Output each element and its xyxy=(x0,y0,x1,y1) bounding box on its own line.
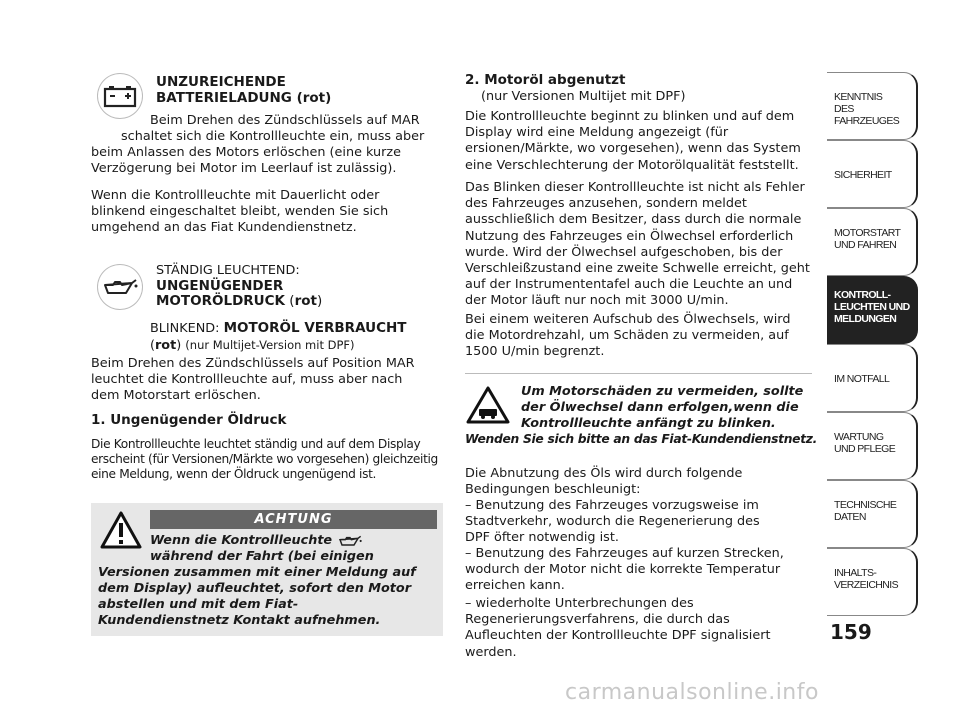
note-text xyxy=(521,384,811,432)
tab-wartung[interactable] xyxy=(827,412,918,480)
tab-sicherheit[interactable] xyxy=(827,140,918,208)
oil-steady-block xyxy=(156,263,322,310)
oil-blink-title: MOTORÖL VERBRAUCHT xyxy=(223,320,407,336)
achtung-label: ACHTUNG xyxy=(150,510,437,529)
heading-2-note: (nur Versionen Multijet mit DPF) xyxy=(481,89,686,104)
tab-technische-daten-label: TECHNISCHE DATEN xyxy=(834,499,897,523)
right-para2: Das Blinken dieser Kontrollleuchte ist nicht als Fehler des Fahrzeuges anzusehen, sondern meldet ausschließlich dem Besitzer, dass durch die normale Nutzung des Fahrzeuges ein Ölwechsel erforderlich wurde. Wird der Ölwechsel aufgeschoben, bis der Verschleißzustand eine zweite Schwelle erreicht, geht auf der Instrumententafel auch die Leuchte an und der Motor läuft nur noch mit 3000 U/min. xyxy=(465,180,810,309)
note-line4: Wenden Sie sich bitte an das Fiat-Kundendienstnetz. xyxy=(465,432,817,446)
tab-kenntnis[interactable] xyxy=(827,72,918,140)
achtung-line1-row xyxy=(150,533,440,549)
tab-wartung-label: WARTUNG UND PFLEGE xyxy=(834,431,896,455)
oil-steady-label: STÄNDIG LEUCHTEND: xyxy=(156,263,300,278)
achtung-text-rest: Versionen zusammen mit einer Meldung auf dem Display) aufleuchtet, sofort den Motor abstellen und mit dem Fiat-Kundendienstnetz Kontakt aufnehmen. xyxy=(98,565,416,628)
watermark: carmanualsonline.info xyxy=(565,680,819,705)
right-para3: Bei einem weiteren Aufschub des Ölwechsels, wird die Motordrehzahl, um Schäden zu vermeiden, auf 1500 U/min begrenzt. xyxy=(465,312,791,360)
right-para1: Die Kontrollleuchte beginnt zu blinken und auf dem Display wird eine Meldung angezeigt (für ersionen/Märkte, wo vorgesehen), wenn das System eine Verschlechterung der Motorölqualität feststellt. xyxy=(465,109,801,173)
battery-para1-rest: schaltet sich die Kontrollleuchte ein, muss aber beim Anlassen des Motors erlöschen (eine kurze Verzögerung bei Motor im Leerlauf ist zulässig). xyxy=(91,129,425,177)
right-para4: Die Abnutzung des Öls wird durch folgende Bedingungen beschleunigt: xyxy=(465,466,743,498)
note-line2: der Ölwechsel dann erfolgen,wenn die xyxy=(521,400,799,415)
oil-steady-title2: MOTORÖLDRUCK xyxy=(156,293,286,309)
battery-title-line2: BATTERIELADUNG (rot) xyxy=(156,90,332,106)
battery-warning-icon xyxy=(98,74,142,118)
right-bullet1: – Benutzung des Fahrzeuges vorzugsweise im Stadtverkehr, wodurch die Regenerierung des DPF öfter notwendig ist. xyxy=(465,498,760,546)
note-triangle-icon xyxy=(465,385,511,429)
tab-kontrollleuchten-label: KONTROLL- LEUCHTEN UND MELDUNGEN xyxy=(834,289,910,325)
oil-blink-color: rot xyxy=(155,338,177,353)
battery-title-line1: UNZUREICHENDE xyxy=(156,74,286,90)
oil-blink-label: BLINKEND: xyxy=(150,321,220,336)
separator-line xyxy=(465,373,812,374)
oil-heading1: 1. Ungenügender Öldruck xyxy=(91,412,287,428)
battery-para2: Wenn die Kontrollleuchte mit Dauerlicht oder blinkend eingeschaltet bleibt, wenden Sie sich umgehend an das Fiat Kundendienstnetz. xyxy=(91,188,389,236)
heading-2: 2. Motoröl abgenutzt xyxy=(465,72,626,88)
tab-motorstart-label: MOTORSTART UND FAHREN xyxy=(834,227,901,251)
achtung-triangle-icon xyxy=(99,510,143,554)
battery-para1-line1: Beim Drehen des Zündschlüssels auf MAR xyxy=(150,113,420,128)
oil-para1: Beim Drehen des Zündschlüssels auf Position MAR leuchtet die Kontrollleuchte auf, muss aber nach dem Motorstart erlöschen. xyxy=(91,356,415,404)
oil-para2: Die Kontrollleuchte leuchtet ständig und auf dem Display erscheint (für Versionen/Märkte wo vorgesehen) gleichzeitig eine Meldung, wenn der Öldruck ungenügend ist. xyxy=(91,437,438,482)
tab-sicherheit-label: SICHERHEIT xyxy=(834,169,892,181)
tab-inhaltsverzeichnis-label: INHALTS- VERZEICHNIS xyxy=(834,567,898,591)
tab-kenntnis-label: KENNTNIS DES FAHRZEUGES xyxy=(834,91,900,127)
oil-warning-inline-icon xyxy=(337,535,363,547)
oil-blink-note: (nur Multijet-Version mit DPF) xyxy=(185,338,355,352)
note-line3: Kontrollleuchte anfängt zu blinken. xyxy=(521,416,776,431)
oil-steady-title2-row: MOTORÖLDRUCK (rot) xyxy=(156,293,323,309)
tab-motorstart[interactable] xyxy=(827,208,918,276)
oil-blink-block: BLINKEND: MOTORÖL VERBRAUCHT (rot) (nur Multijet-Version mit DPF) xyxy=(150,320,407,353)
tab-kontrollleuchten[interactable] xyxy=(827,276,918,344)
battery-title xyxy=(156,74,331,106)
right-bullet3: – wiederholte Unterbrechungen des Regenerierungsverfahrens, die durch das Aufleuchten der Kontrollleuchte DPF signalisiert werden. xyxy=(465,596,771,660)
tab-notfall[interactable] xyxy=(827,344,918,412)
tab-notfall-label: IM NOTFALL xyxy=(834,373,890,385)
note-line1: Um Motorschäden zu vermeiden, sollte xyxy=(521,384,804,399)
page-number: 159 xyxy=(830,620,872,644)
oil-steady-color: rot xyxy=(294,293,317,309)
tab-technische-daten[interactable] xyxy=(827,480,918,548)
oil-steady-title1: UNGENÜGENDER xyxy=(156,277,284,294)
right-bullet2: – Benutzung des Fahrzeuges auf kurzen Strecken, wodurch der Motor nicht die korrekte Temperatur erreichen kann. xyxy=(465,546,784,594)
oil-pressure-icon xyxy=(98,265,142,309)
achtung-text-top xyxy=(150,533,440,565)
achtung-line1: Wenn die Kontrollleuchte xyxy=(150,533,333,548)
tab-inhaltsverzeichnis[interactable] xyxy=(827,548,918,616)
achtung-line2: während der Fahrt (bei einigen xyxy=(150,549,374,564)
